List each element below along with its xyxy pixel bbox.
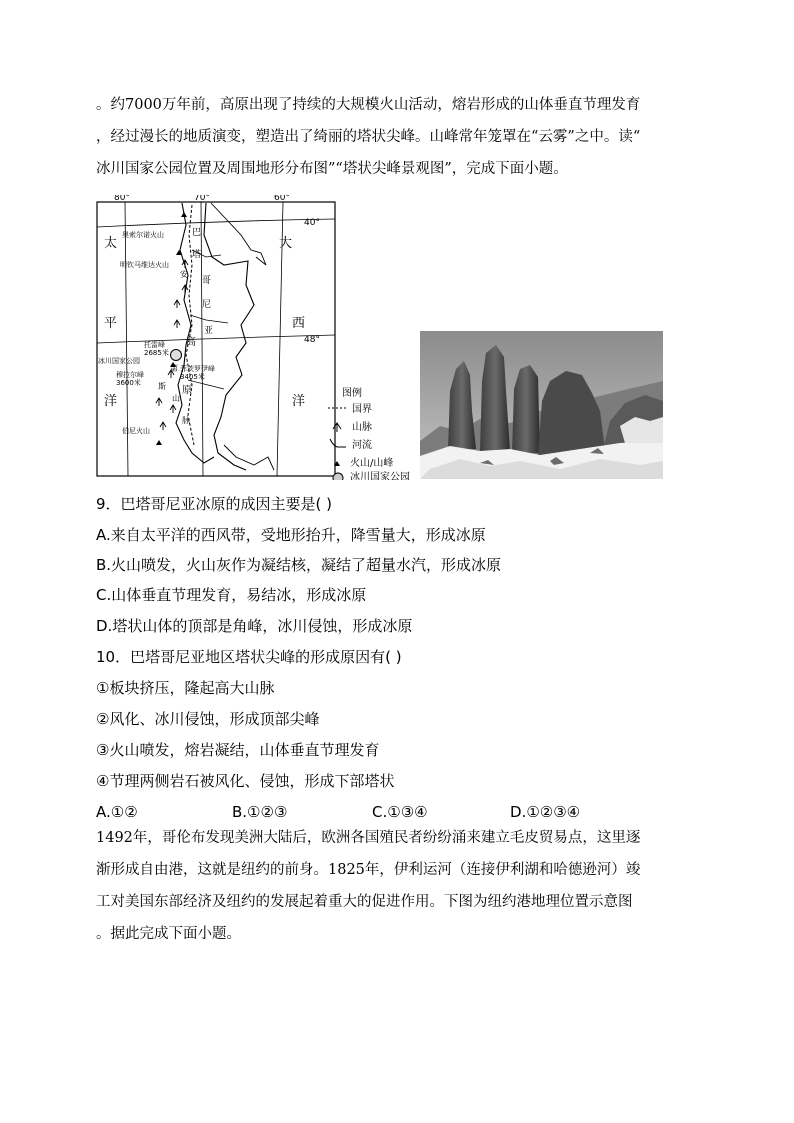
place-label: 奥索尔诺火山 <box>122 231 164 239</box>
map-legend <box>328 386 410 480</box>
region-char: 巴 <box>192 228 202 238</box>
text-line: 工对美国东部经济及纽约的发展起着重大的促进作用。下图为纽约港地理位置示意图 <box>96 894 633 910</box>
place-label: 菲茨罗伊峰 3405米 <box>180 365 215 381</box>
question-10-stem: 10．巴塔哥尼亚地区塔状尖峰的形成原因有( ) <box>96 648 402 666</box>
question-10-item-1: ①板块挤压，隆起高大山脉 <box>96 679 275 697</box>
mountain-char: 第 <box>170 364 178 373</box>
lat-label: 48° <box>304 335 320 345</box>
place-label: 伯尼火山 <box>122 427 150 435</box>
question-9-option-d: D.塔状山体的顶部是角峰，冰川侵蚀，形成冰原 <box>96 617 413 635</box>
legend-item: 山脉 <box>352 422 372 433</box>
place-label: 穆拉尔峰 3600米 <box>116 371 144 387</box>
region-char: 哥 <box>202 276 212 286</box>
legend-title: 图例 <box>342 388 362 399</box>
choice-a: A.①② <box>96 803 138 821</box>
intro-paragraph-1 <box>96 89 700 185</box>
region-char: 亚 <box>204 326 214 336</box>
plateau-char: 高 <box>186 337 196 348</box>
question-10-item-3: ③火山喷发，熔岩凝结，山体垂直节理发育 <box>96 741 380 759</box>
lon-label: 70° <box>194 195 210 203</box>
region-char: 尼 <box>202 300 212 310</box>
text-line: 。据此完成下面小题。 <box>96 926 241 942</box>
question-9-option-a: A.来自太平洋的西风带，受地形抬升，降雪量大，形成冰原 <box>96 526 486 544</box>
text-line: 1492年，哥伦布发现美洲大陆后，欧洲各国殖民者纷纷涌来建立毛皮贸易点，这里逐 <box>96 830 641 846</box>
lat-label: 40° <box>304 218 320 228</box>
place-label: 明钦马维达火山 <box>120 261 169 269</box>
ocean-label: 平 <box>104 316 118 331</box>
question-9-option-c: C.山体垂直节理发育，易结冰，形成冰原 <box>96 586 367 604</box>
ocean-label: 大 <box>279 236 293 251</box>
choice-c: C.①③④ <box>372 803 428 821</box>
choice-d: D.①②③④ <box>510 803 581 821</box>
ocean-label: 西 <box>292 316 306 331</box>
question-9-stem: 9．巴塔哥尼亚冰原的成因主要是( ) <box>96 495 333 513</box>
place-label: 托雷峰 2685米 <box>144 341 169 357</box>
place-label: 冰川国家公园 <box>98 357 140 365</box>
question-10-item-4: ④节理两侧岩石被风化、侵蚀，形成下部塔状 <box>96 772 395 790</box>
text-line: 冰川国家公园位置及周围地形分布图”“塔状尖峰景观图”，完成下面小题。 <box>96 161 568 177</box>
legend-item: 河流 <box>352 440 372 451</box>
text-line: 渐形成自由港，这就是纽约的前身。1825年，伊利运河（连接伊利湖和哈德逊河）竣 <box>96 862 641 878</box>
text-line: 。约7000万年前，高原出现了持续的大规模火山活动，熔岩形成的山体垂直节理发育 <box>96 97 641 113</box>
lon-label: 60° <box>274 195 290 203</box>
question-9-option-b: B.火山喷发，火山灰作为凝结核，凝结了超量水汽，形成冰原 <box>96 556 502 574</box>
legend-item: 火山/山峰 <box>350 458 394 469</box>
mountain-char: 斯 <box>158 382 166 391</box>
region-char: 塔 <box>192 250 202 260</box>
text-line: ，经过漫长的地质演变，塑造出了绮丽的塔状尖峰。山峰常年笼罩在“云雾”之中。读“ <box>96 129 641 145</box>
mountain-char: 山 <box>172 394 180 403</box>
question-10-item-2: ②风化、冰川侵蚀，形成顶部尖峰 <box>96 710 320 728</box>
lon-label: 80° <box>114 195 130 203</box>
ocean-label: 洋 <box>292 394 306 409</box>
plateau-char: 原 <box>182 385 192 396</box>
mountain-char: 脉 <box>182 416 190 425</box>
tower-peaks-photo <box>420 331 663 479</box>
mountain-char: 安 <box>180 270 188 279</box>
legend-item: 国界 <box>352 404 372 415</box>
ocean-label: 洋 <box>104 394 118 409</box>
ocean-label: 太 <box>104 236 118 251</box>
glacier-park-map <box>96 195 421 480</box>
intro-paragraph-2 <box>96 822 700 950</box>
legend-item: 冰川国家公园 <box>350 472 410 480</box>
choice-b: B.①②③ <box>232 803 288 821</box>
